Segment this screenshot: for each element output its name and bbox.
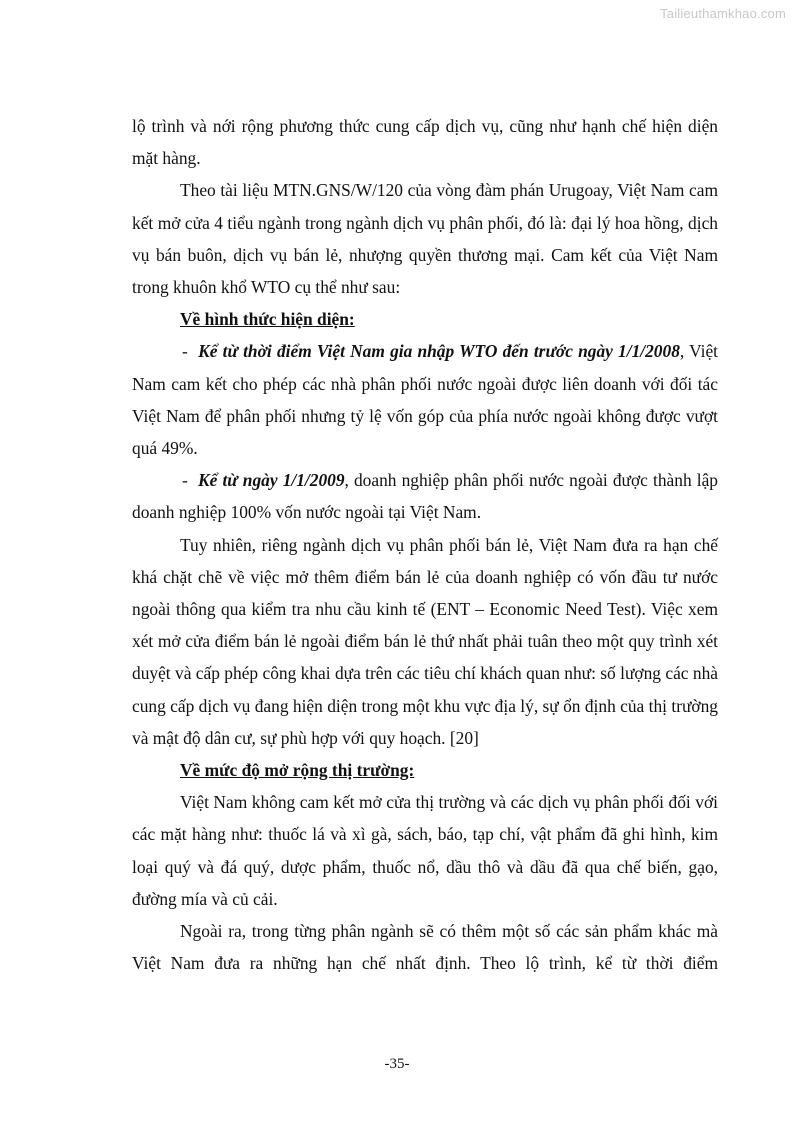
paragraph-commitment-intro: Theo tài liệu MTN.GNS/W/120 của vòng đàm phán Urugoay, Việt Nam cam kết mở cửa 4 tiểu ngành trong ngành dịch vụ phân phối, đó là: đại lý hoa hồng, dịch vụ bán buôn, dịch vụ bán lẻ, nhượng quyền thương mại. Cam kết của Việt Nam trong khuôn khổ WTO cụ thể như sau:	[132, 180, 718, 298]
bullet-item-2008	[132, 335, 718, 464]
document-body	[132, 110, 718, 979]
page-number: -35-	[384, 1056, 410, 1072]
heading-form-of-presence: Về hình thức hiện diện:	[180, 309, 355, 330]
bullet-text: , Việt Nam cam kết cho phép các nhà phân phối nước ngoài được liên doanh với đối tác Việt Nam để phân phối nhưng tỷ lệ vốn góp của phía nước ngoài không được vượt quá 49%.	[132, 341, 718, 459]
heading-market-expansion: Về mức độ mở rộng thị trường:	[180, 760, 415, 781]
bullet-dash: -	[182, 470, 188, 491]
bullet-emphasis: Kể từ ngày 1/1/2009	[198, 470, 345, 491]
bullet-text: , doanh nghiệp phân phối nước ngoài được thành lập doanh nghiệp 100% vốn nước ngoài tại Việt Nam.	[132, 470, 718, 523]
bullet-dash: -	[182, 341, 188, 362]
bullet-item-2009	[132, 464, 718, 528]
paragraph-additional-restrictions: Ngoài ra, trong từng phân ngành sẽ có thêm một số các sản phẩm khác mà Việt Nam đưa ra những hạn chế nhất định. Theo lộ trình, kể từ thời điểm	[132, 921, 718, 974]
bullet-emphasis: Kể từ thời điểm Việt Nam gia nhập WTO đến trước ngày 1/1/2008	[198, 341, 680, 362]
paragraph-excluded-goods: Việt Nam không cam kết mở cửa thị trường và các dịch vụ phân phối đối với các mặt hàng như: thuốc lá và xì gà, sách, báo, tạp chí, vật phẩm đã ghi hình, kim loại quý và đá quý, dược phẩm, thuốc nổ, dầu thô và dầu đã qua chế biến, gạo, đường mía và củ cải.	[132, 792, 718, 909]
paragraph-retail-restriction: Tuy nhiên, riêng ngành dịch vụ phân phối bán lẻ, Việt Nam đưa ra hạn chế khá chặt chẽ về việc mở thêm điểm bán lẻ của doanh nghiệp có vốn đầu tư nước ngoài thông qua kiểm tra nhu cầu kinh tế (ENT – Economic Need Test). Việc xem xét mở cửa điểm bán lẻ ngoài điểm bán lẻ thứ nhất phải tuân theo một quy trình xét duyệt và cấp phép công khai dựa trên các tiêu chí khách quan như: số lượng các nhà cung cấp dịch vụ đang hiện diện trong một khu vực địa lý, sự ổn định của thị trường và mật độ dân cư, sự phù hợp với quy hoạch. [20]	[132, 534, 718, 748]
watermark: Tailieuthamkhao.com	[660, 6, 786, 21]
paragraph-continuation: lộ trình và nới rộng phương thức cung cấp dịch vụ, cũng như hạnh chế hiện diện mặt hàng.	[132, 116, 718, 169]
